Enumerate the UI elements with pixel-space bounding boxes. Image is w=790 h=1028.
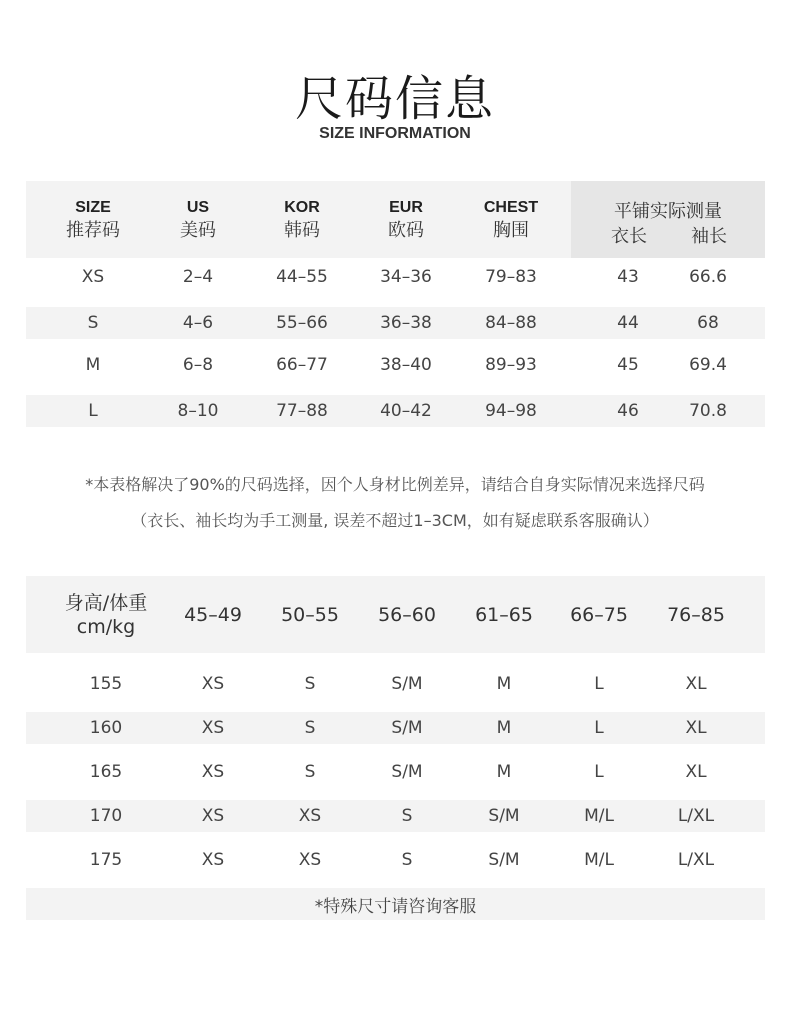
recommend-table-cell: S/M (391, 762, 423, 782)
weight-header: 61–65 (475, 603, 533, 626)
flat-measure-title: 平铺实际测量 (614, 201, 722, 222)
recommend-table-cell: M (496, 718, 512, 738)
size-table-cell: 79–83 (485, 267, 537, 287)
flat-measure-header (571, 181, 765, 258)
header-chest-cn: 胸围 (493, 219, 529, 241)
recommend-table-row (26, 668, 765, 700)
size-table-cell: S (87, 313, 99, 333)
recommend-footer-text: *特殊尺寸请咨询客服 (314, 896, 477, 917)
size-table-cell: 84–88 (485, 313, 537, 333)
page-subtitle: SIZE INFORMATION (319, 125, 471, 142)
size-table-cell: 66–77 (276, 355, 328, 375)
header-kor-cn: 韩码 (284, 219, 320, 241)
header-eur-en: EUR (389, 198, 423, 216)
recommend-table (26, 576, 765, 920)
weight-header: 66–75 (570, 603, 628, 626)
recommend-table-cell: L (594, 718, 604, 738)
size-table-cell: 43 (617, 267, 639, 287)
note-line-2: （衣长、袖长均为手工测量, 误差不超过1–3CM，如有疑虑联系客服确认） (131, 511, 659, 530)
size-table-cell: 40–42 (380, 401, 432, 421)
size-table-cell: 44–55 (276, 267, 328, 287)
size-table-cell: 55–66 (276, 313, 328, 333)
recommend-table-row (26, 712, 765, 744)
header-chest-en: CHEST (483, 198, 539, 216)
recommend-table-cell: L (594, 674, 604, 694)
recommend-table-cell: 160 (89, 718, 123, 738)
size-table-cell: 34–36 (380, 267, 432, 287)
size-table-cell: 36–38 (380, 313, 432, 333)
recommend-table-cell: XS (201, 806, 225, 826)
recommend-table-cell: XS (201, 762, 225, 782)
recommend-table-cell: 165 (89, 762, 123, 782)
recommend-table-cell: M/L (584, 850, 614, 870)
recommend-table-cell: XS (201, 718, 225, 738)
header-size-en: SIZE (75, 198, 111, 216)
header-eur-cn: 欧码 (388, 219, 424, 241)
recommend-table-cell: M (496, 762, 512, 782)
size-table (26, 181, 765, 436)
recommend-table-cell: 170 (89, 806, 123, 826)
weight-header: 76–85 (667, 603, 725, 626)
size-table-cell: XS (81, 267, 105, 287)
size-table-cell: 44 (617, 313, 639, 333)
size-table-cell: 2–4 (182, 267, 214, 287)
recommend-table-row (26, 844, 765, 876)
header-size (26, 181, 160, 258)
recommend-table-cell: M (496, 674, 512, 694)
recommend-table-cell: XS (298, 806, 322, 826)
size-table-cell: 66.6 (689, 267, 727, 287)
size-table-cell: 45 (617, 355, 639, 375)
header-size-cn: 推荐码 (66, 219, 120, 241)
size-table-row (26, 307, 765, 339)
note-line-1: *本表格解决了90%的尺码选择，因个人身材比例差异，请结合自身实际情况来选择尺码 (85, 475, 705, 494)
weight-header: 50–55 (281, 603, 339, 626)
recommend-table-cell: S/M (488, 806, 520, 826)
size-table-cell: L (88, 401, 98, 421)
size-table-cell: 38–40 (380, 355, 432, 375)
size-table-cell: M (85, 355, 101, 375)
size-table-cell: 69.4 (689, 355, 727, 375)
recommend-table-row (26, 756, 765, 788)
corner-line-1: 身高/体重 (64, 591, 148, 614)
header-eur (354, 181, 458, 258)
corner-line-2: cm/kg (76, 615, 136, 638)
flat-sleeve-label: 袖长 (691, 226, 727, 247)
header-chest (458, 181, 564, 258)
recommend-table-cell: S (401, 806, 413, 826)
recommend-table-cell: XL (685, 762, 707, 782)
recommend-table-cell: L/XL (677, 850, 715, 870)
recommend-table-cell: S/M (391, 674, 423, 694)
header-us-en: US (186, 198, 210, 216)
size-table-cell: 68 (697, 313, 719, 333)
size-table-row (26, 349, 765, 381)
weight-header: 45–49 (184, 603, 242, 626)
size-table-cell: 8–10 (177, 401, 219, 421)
header-height-weight (36, 576, 176, 653)
recommend-table-cell: XS (201, 674, 225, 694)
size-table-cell: 94–98 (485, 401, 537, 421)
recommend-table-cell: XL (685, 674, 707, 694)
recommend-table-cell: S/M (391, 718, 423, 738)
size-table-cell: 70.8 (689, 401, 727, 421)
weight-header: 56–60 (378, 603, 436, 626)
recommend-table-cell: S (401, 850, 413, 870)
flat-length-label: 衣长 (611, 226, 647, 247)
recommend-table-header (26, 576, 765, 653)
size-table-cell: 77–88 (276, 401, 328, 421)
size-table-cell: 89–93 (485, 355, 537, 375)
header-kor-en: KOR (284, 198, 320, 216)
header-us (146, 181, 250, 258)
size-table-row (26, 395, 765, 427)
recommend-table-cell: S (304, 718, 316, 738)
recommend-table-cell: L/XL (677, 806, 715, 826)
header-us-cn: 美码 (180, 219, 216, 241)
size-table-cell: 6–8 (182, 355, 214, 375)
header-kor (250, 181, 354, 258)
size-table-cell: 4–6 (182, 313, 214, 333)
size-table-cell: 46 (617, 401, 639, 421)
recommend-table-row (26, 800, 765, 832)
recommend-table-cell: XL (685, 718, 707, 738)
recommend-table-cell: S (304, 762, 316, 782)
recommend-table-cell: S (304, 674, 316, 694)
recommend-table-cell: 175 (89, 850, 123, 870)
recommend-table-cell: XS (298, 850, 322, 870)
recommend-table-cell: L (594, 762, 604, 782)
recommend-footer (26, 888, 765, 920)
size-table-row (26, 261, 765, 293)
recommend-table-cell: M/L (584, 806, 614, 826)
recommend-table-cell: S/M (488, 850, 520, 870)
page-title: 尺码信息 (294, 71, 495, 127)
recommend-table-cell: XS (201, 850, 225, 870)
size-table-header (26, 181, 765, 258)
recommend-table-cell: 155 (89, 674, 123, 694)
